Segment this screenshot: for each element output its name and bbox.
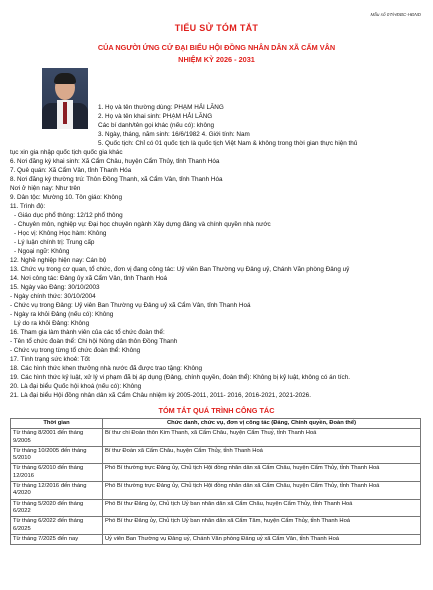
bio-line: 13. Chức vụ trong cơ quan, tổ chức, đơn vị đang công tác: Uỷ viên Ban Thường vụ Đảng uỷ, Chánh Văn phòng Đảng uỷ bbox=[10, 266, 350, 273]
time-cell: Từ tháng 10/2005 đến tháng 5/2010 bbox=[11, 446, 103, 464]
bio-line: 7. Quê quán: Xã Cẩm Vân, tỉnh Thanh Hóa bbox=[10, 167, 132, 174]
bio-line: 15. Ngày vào Đảng: 30/10/2003 bbox=[10, 284, 100, 291]
time-cell: Từ tháng 6/2022 đến tháng 6/2025 bbox=[11, 517, 103, 535]
table-row bbox=[11, 534, 421, 544]
bio-line: 5. Quốc tịch: Chỉ có 01 quốc tịch là quốc tịch Việt Nam & không trong thời gian thực hiện thủ bbox=[98, 140, 358, 147]
candidate-portrait-photo bbox=[42, 68, 88, 129]
bio-line: - Ngày chính thức: 30/10/2004 bbox=[10, 293, 96, 300]
bio-line: 17. Tình trạng sức khoẻ: Tốt bbox=[10, 356, 90, 363]
form-code: Mẫu số 07/HĐBC-HĐND bbox=[370, 12, 421, 17]
table-header-row bbox=[11, 419, 421, 429]
position-cell: Phó Bí thường trực Đảng ủy, Chủ tịch Hội đồng nhân dân xã Cẩm Châu, huyện Cẩm Thủy, tỉnh Thanh Hoá bbox=[103, 464, 421, 482]
bio-line: Nơi ở hiện nay: Như trên bbox=[10, 185, 81, 192]
position-cell: Phó Bí thư Đảng ủy, Chủ tịch Uỷ ban nhân dân xã Cẩm Tâm, huyện Cẩm Thủy, tỉnh Thanh Hoá bbox=[103, 517, 421, 535]
bio-line: - Chức vụ trong từng tổ chức đoàn thể: Không bbox=[10, 347, 141, 354]
bio-line: tục xin gia nhập quốc tịch quốc gia khác bbox=[10, 149, 123, 156]
bio-line: 21. Là đại biểu Hội đồng nhân dân xã Cẩm Châu nhiệm kỳ 2005-2011, 2011- 2016, 2016-2021, 2021-2026. bbox=[10, 392, 311, 399]
work-history-table bbox=[10, 418, 421, 545]
bio-line: - Ngày ra khỏi Đảng (nếu có): Không bbox=[10, 311, 114, 318]
term-subtitle: NHIỆM KỲ 2026 - 2031 bbox=[178, 55, 255, 64]
document-title: TIỂU SỬ TÓM TẮT bbox=[174, 23, 259, 33]
bio-line: Lý do ra khỏi Đảng: Không bbox=[14, 320, 90, 327]
table-row bbox=[11, 517, 421, 535]
bio-line: 2. Họ và tên khai sinh: PHẠM HẢI LĂNG bbox=[98, 113, 213, 120]
bio-line: 1. Họ và tên thường dùng: PHẠM HẢI LĂNG bbox=[98, 104, 224, 111]
time-cell: Từ tháng 6/2010 đến tháng 12/2016 bbox=[11, 464, 103, 482]
bio-line: 19. Các hình thức kỷ luật, xử lý vi phạm đã bị áp dụng (Đảng, chính quyền, đoàn thể): Không bị kỷ luật, không có án tích. bbox=[10, 374, 350, 381]
table-row bbox=[11, 482, 421, 500]
time-cell: Từ tháng 7/2025 đến nay bbox=[11, 534, 103, 544]
bio-line: - Ngoại ngữ: Không bbox=[14, 248, 70, 255]
document-subtitle: CỦA NGƯỜI ỨNG CỬ ĐẠI BIỂU HỘI ĐỒNG NHÂN DÂN XÃ CẨM VÂN bbox=[97, 43, 336, 52]
bio-line: - Lý luận chính trị: Trung cấp bbox=[14, 239, 95, 246]
bio-line: - Chuyên môn, nghiệp vụ: Đại học chuyên ngành Xây dựng đảng và chính quyền nhà nước bbox=[14, 221, 271, 228]
table-row bbox=[11, 464, 421, 482]
table-row bbox=[11, 499, 421, 517]
bio-line: 12. Nghề nghiệp hiện nay: Cán bộ bbox=[10, 257, 107, 264]
position-header: Chức danh, chức vụ, đơn vị công tác (Đảng, Chính quyền, Đoàn thể) bbox=[103, 419, 421, 429]
bio-line: 3. Ngày, tháng, năm sinh: 16/6/1982 4. Giới tính: Nam bbox=[98, 131, 250, 138]
position-cell: Bí thư Đoàn xã Cẩm Châu, huyện Cẩm Thủy, tỉnh Thanh Hoá bbox=[103, 446, 421, 464]
bio-line: - Tên tổ chức đoàn thể: Chi hội Nông dân thôn Đồng Thanh bbox=[10, 338, 178, 345]
table-row bbox=[11, 446, 421, 464]
table-row bbox=[11, 429, 421, 447]
position-cell: Phó Bí thư Đảng ủy, Chủ tịch Uỷ ban nhân dân xã Cẩm Châu, huyện Cẩm Thủy, tỉnh Thanh Hoá bbox=[103, 499, 421, 517]
bio-line: 9. Dân tộc: Mường 10. Tôn giáo: Không bbox=[10, 194, 122, 201]
bio-line: 14. Nơi công tác: Đảng ủy xã Cẩm Vân, tỉnh Thanh Hoá bbox=[10, 275, 168, 282]
bio-line: 16. Tham gia làm thành viên của các tổ chức đoàn thể: bbox=[10, 329, 165, 336]
bio-line: - Giáo dục phổ thông: 12/12 phổ thông bbox=[14, 212, 123, 219]
bio-line: 11. Trình độ: bbox=[10, 203, 46, 210]
position-cell: Bí thư chi Đoàn thôn Kim Thanh, xã Cẩm Châu, huyện Cẩm Thuỷ, tỉnh Thanh Hoá bbox=[103, 429, 421, 447]
bio-line: - Học vị: Không Học hàm: Không bbox=[14, 230, 107, 237]
bio-line: 8. Nơi đăng ký thường trú: Thôn Đồng Thanh, xã Cẩm Vân, tỉnh Thanh Hóa bbox=[10, 176, 223, 183]
history-title: TÓM TẮT QUÁ TRÌNH CÔNG TÁC bbox=[158, 406, 275, 415]
position-cell: Phó Bí thường trực Đảng ủy, Chủ tịch Hội đồng nhân dân xã Cẩm Châu, huyện Cẩm Thủy, tỉnh Thanh Hoá bbox=[103, 482, 421, 500]
time-cell: Từ tháng 5/2020 đến tháng 6/2022 bbox=[11, 499, 103, 517]
position-cell: Uỷ viên Ban Thường vụ Đảng uỷ, Chánh Văn phòng Đảng uỷ xã Cẩm Vân, tỉnh Thanh Hoá bbox=[103, 534, 421, 544]
time-header: Thời gian bbox=[11, 419, 103, 429]
bio-line: Các bí danh/tên gọi khác (nếu có): không bbox=[98, 122, 215, 129]
time-cell: Từ tháng 8/2001 đến tháng 9/2005 bbox=[11, 429, 103, 447]
bio-line: 6. Nơi đăng ký khai sinh: Xã Cẩm Châu, huyện Cẩm Thủy, tỉnh Thanh Hóa bbox=[10, 158, 220, 165]
time-cell: Từ tháng 12/2016 đến tháng 4/2020 bbox=[11, 482, 103, 500]
bio-line: 18. Các hình thức khen thưởng nhà nước đã được trao tặng: Không bbox=[10, 365, 203, 372]
bio-line: 20. Là đại biểu Quốc hội khoá (nếu có): Không bbox=[10, 383, 142, 390]
bio-line: - Chức vụ trong Đảng: Uỷ viên Ban Thường vụ Đảng uỷ xã Cẩm Vân, tỉnh Thanh Hoá bbox=[10, 302, 251, 309]
